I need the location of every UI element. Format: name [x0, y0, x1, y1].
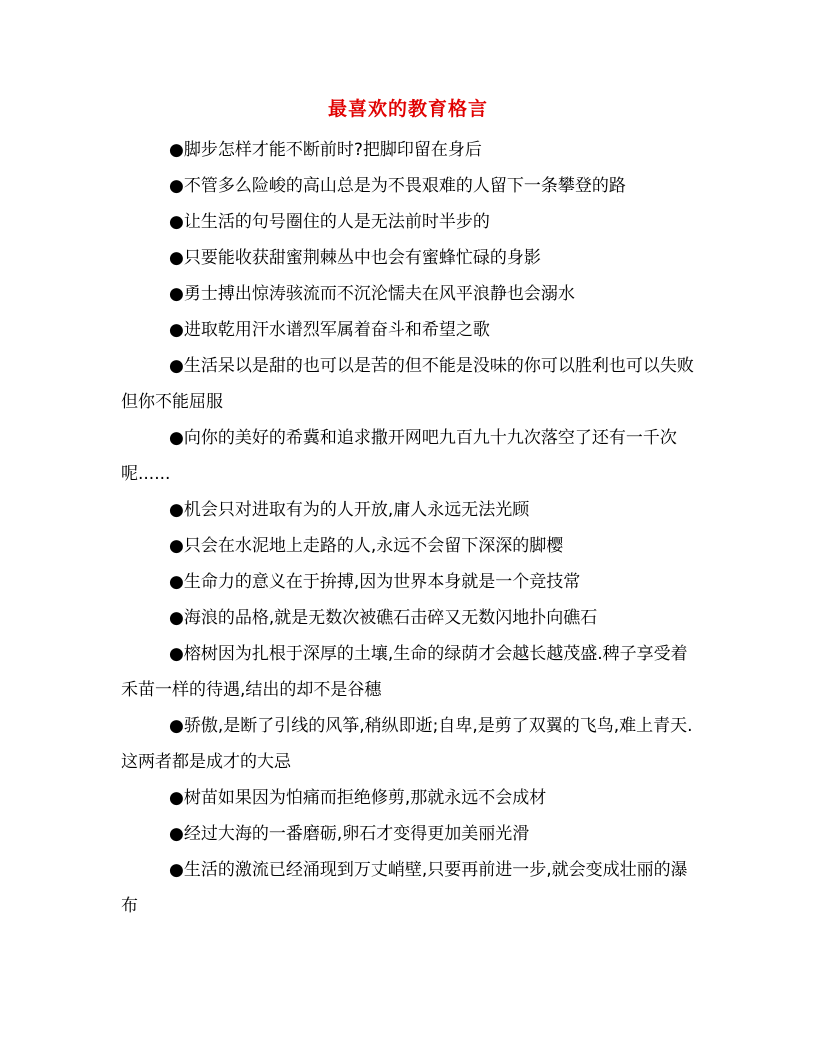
bullet-icon: ●	[169, 860, 184, 880]
quote-item	[121, 852, 696, 924]
bullet-icon: ●	[169, 572, 184, 592]
quote-item	[121, 708, 696, 780]
bullet-icon: ●	[169, 608, 184, 628]
quote-item	[121, 564, 696, 600]
quote-item	[121, 204, 696, 240]
bullet-icon: ●	[169, 320, 184, 340]
bullet-icon: ●	[169, 644, 184, 664]
bullet-icon: ●	[169, 248, 184, 268]
page-title: 最喜欢的教育格言	[327, 98, 488, 120]
bullet-icon: ●	[169, 284, 184, 304]
quote-text: 生命力的意义在于拚搏,因为世界本身就是一个竞技常	[183, 572, 581, 592]
bullet-icon: ●	[169, 824, 184, 844]
quote-text: 向你的美好的希冀和追求撒开网吧九百九十九次落空了还有一千次呢......	[121, 428, 677, 484]
quote-text: 不管多么险峻的高山总是为不畏艰难的人留下一条攀登的路	[183, 176, 626, 196]
quote-item	[121, 636, 696, 708]
quote-text: 进取乾用汗水谱烈军属着奋斗和希望之歌	[183, 320, 490, 340]
bullet-icon: ●	[169, 716, 184, 736]
bullet-icon: ●	[169, 356, 184, 376]
bullet-icon: ●	[169, 788, 184, 808]
quote-text: 榕树因为扎根于深厚的土壤,生命的绿荫才会越长越茂盛.稗子享受着禾苗一样的待遇,结出的却不是谷穗	[121, 644, 688, 700]
quote-item	[121, 276, 696, 312]
quote-item	[121, 348, 696, 420]
bullet-icon: ●	[169, 176, 184, 196]
quote-text: 生活的激流已经涌现到万丈峭壁,只要再前进一步,就会变成壮丽的瀑布	[121, 860, 688, 916]
quote-item	[121, 312, 696, 348]
quote-text: 脚步怎样才能不断前时?把脚印留在身后	[183, 140, 482, 160]
quote-text: 骄傲,是断了引线的风筝,稍纵即逝;自卑,是剪了双翼的飞鸟,难上青天.这两者都是成才的大忌	[121, 716, 693, 772]
quote-item	[121, 528, 696, 564]
quote-text: 只会在水泥地上走路的人,永远不会留下深深的脚樱	[183, 536, 564, 556]
quote-text: 机会只对进取有为的人开放,庸人永远无法光顾	[183, 500, 530, 520]
quote-item	[121, 168, 696, 204]
quote-list	[121, 132, 696, 924]
bullet-icon: ●	[169, 536, 184, 556]
quote-text: 树苗如果因为怕痛而拒绝修剪,那就永远不会成材	[183, 788, 547, 808]
quote-text: 生活呆以是甜的也可以是苦的但不能是没味的你可以胜利也可以失败但你不能屈服	[121, 356, 694, 412]
quote-item	[121, 600, 696, 636]
quote-text: 只要能收获甜蜜荆棘丛中也会有蜜蜂忙碌的身影	[183, 248, 541, 268]
bullet-icon: ●	[169, 212, 184, 232]
quote-text: 让生活的句号圈住的人是无法前时半步的	[183, 212, 490, 232]
quote-item	[121, 780, 696, 816]
quote-text: 勇士搏出惊涛骇流而不沉沦懦夫在风平浪静也会溺水	[183, 284, 575, 304]
quote-item	[121, 492, 696, 528]
quote-item	[121, 816, 696, 852]
quote-text: 海浪的品格,就是无数次被礁石击碎又无数闪地扑向礁石	[183, 608, 598, 628]
quote-item	[121, 132, 696, 168]
quote-item	[121, 420, 696, 492]
quote-text: 经过大海的一番磨砺,卵石才变得更加美丽光滑	[183, 824, 530, 844]
quote-item	[121, 240, 696, 276]
bullet-icon: ●	[169, 500, 184, 520]
bullet-icon: ●	[169, 428, 184, 448]
bullet-icon: ●	[169, 140, 184, 160]
